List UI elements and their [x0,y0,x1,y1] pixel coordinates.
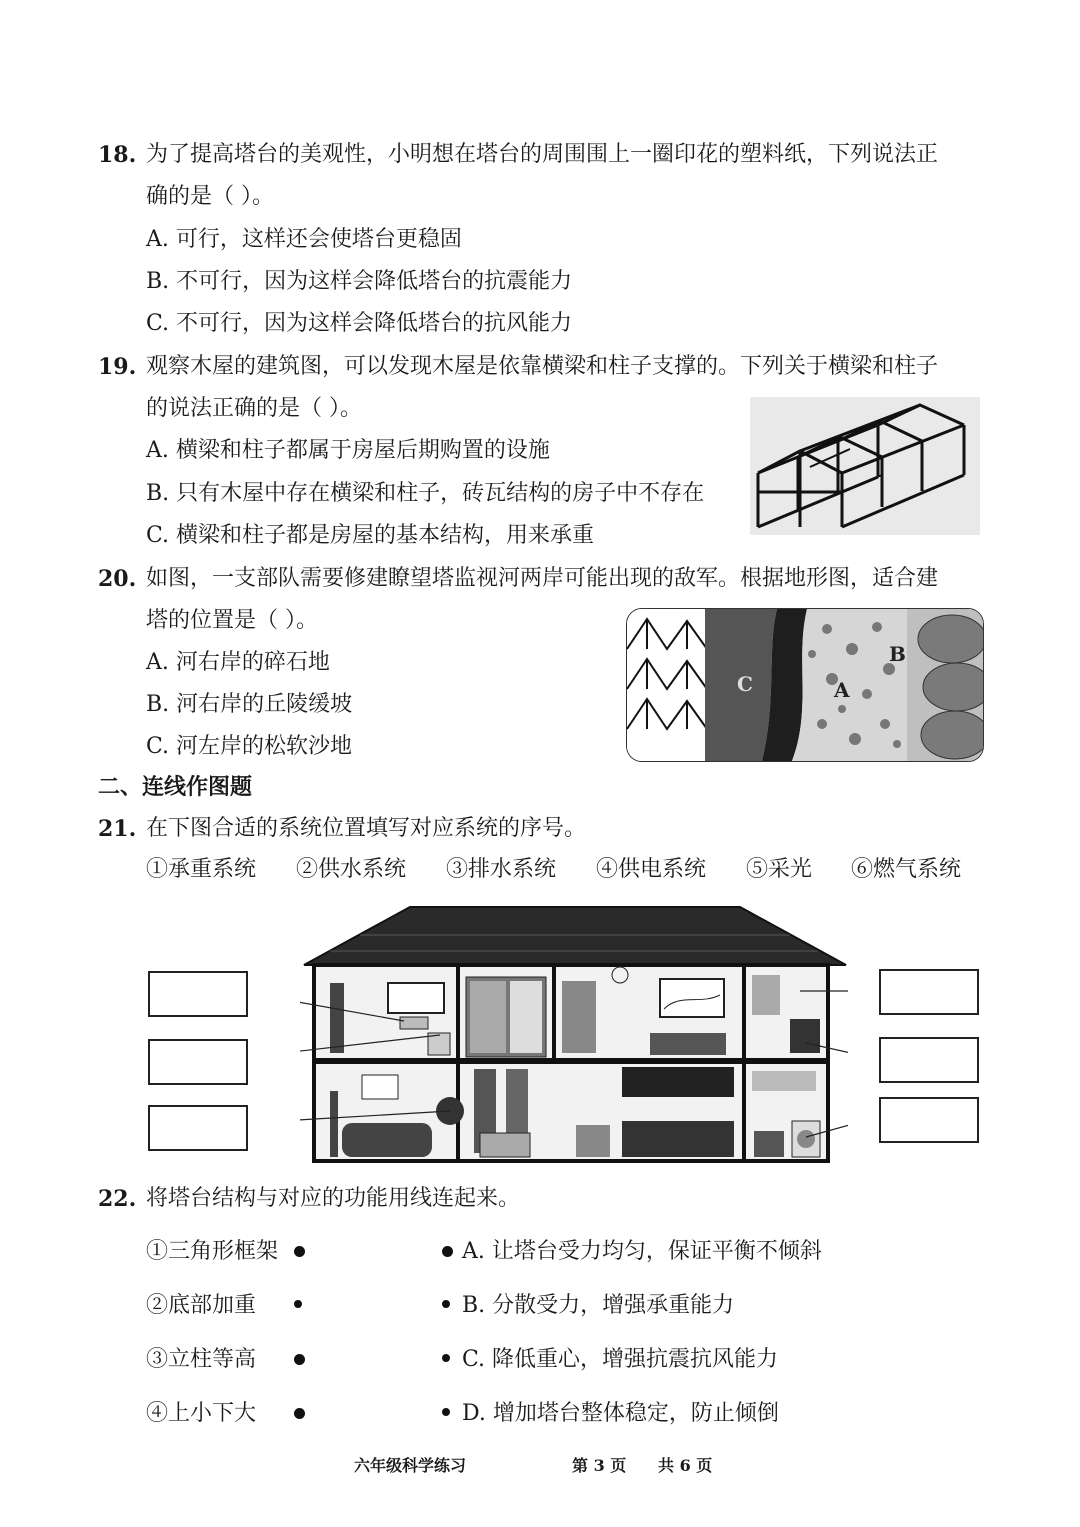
q19-stem-line2: 的说法正确的是（ ）。 [146,396,362,421]
q21-system-4: ④供电系统 [596,857,707,882]
answer-box-left-3[interactable] [148,1105,248,1151]
house-cutaway-drawing [300,905,848,1163]
q22-right-d: D. 增加塔台整体稳定，防止倾倒 [462,1401,779,1426]
q22-right-c: C. 降低重心，增强抗震抗风能力 [462,1347,779,1372]
q22-left-dot-2[interactable] [294,1300,302,1308]
terrain-map-figure [626,608,984,762]
q20-option-a: A. 河右岸的碎石地 [146,650,330,675]
q18-stem-line1: 为了提高塔台的美观性，小明想在塔台的周围围上一圈印花的塑料纸，下列说法正 [146,142,939,167]
footer-page: 第 3 页 [572,1456,627,1475]
q21-system-1: ①承重系统 [146,857,257,882]
q22-right-dot-c[interactable] [442,1354,450,1362]
q22-right-b: B. 分散受力，增强承重能力 [462,1293,735,1318]
q20-option-b: B. 河右岸的丘陵缓坡 [146,692,353,717]
house-cutaway-figure [300,905,848,1163]
wooden-house-frame-figure [750,397,980,535]
q21-system-2: ②供水系统 [296,857,407,882]
q22-left-dot-1[interactable] [294,1246,305,1257]
q20-option-c: C. 河左岸的松软沙地 [146,734,353,759]
footer-subject: 六年级科学练习 [354,1456,467,1475]
q22-left-4: ④上小下大 [146,1401,257,1426]
q20-stem-line1: 如图，一支部队需要修建瞭望塔监视河两岸可能出现的敌军。根据地形图，适合建 [146,566,939,591]
section-2-title: 二、连线作图题 [98,774,253,800]
answer-box-right-2[interactable] [879,1037,979,1083]
q21-system-3: ③排水系统 [446,857,557,882]
q21-stem: 在下图合适的系统位置填写对应系统的序号。 [146,816,587,841]
answer-box-right-1[interactable] [879,969,979,1015]
q20-number: 20. [98,566,137,592]
answer-box-left-1[interactable] [148,971,248,1017]
q22-right-dot-a[interactable] [442,1246,453,1257]
house-frame-drawing [750,397,980,535]
q22-right-a: A. 让塔台受力均匀，保证平衡不倾斜 [462,1239,822,1264]
q19-option-b: B. 只有木屋中存在横梁和柱子，砖瓦结构的房子中不存在 [146,481,705,506]
q18-option-b: B. 不可行，因为这样会降低塔台的抗震能力 [146,269,573,294]
q22-left-dot-3[interactable] [294,1354,305,1365]
q22-right-dot-d[interactable] [442,1408,450,1416]
map-label-c: C [737,672,753,696]
q21-system-5: ⑤采光 [746,857,813,882]
q21-number: 21. [98,816,137,842]
terrain-map-drawing [627,609,983,761]
q20-stem-line2: 塔的位置是（ ）。 [146,608,318,633]
q18-option-c: C. 不可行，因为这样会降低塔台的抗风能力 [146,311,573,336]
answer-box-left-2[interactable] [148,1039,248,1085]
q18-number: 18. [98,142,137,168]
q22-left-1: ①三角形框架 [146,1239,279,1264]
q22-stem: 将塔台结构与对应的功能用线连起来。 [146,1186,521,1211]
map-label-b: B [889,642,906,666]
q21-system-6: ⑥燃气系统 [851,857,962,882]
q22-number: 22. [98,1186,137,1212]
map-label-a: A [834,678,850,702]
footer-total: 共 6 页 [658,1456,713,1475]
answer-box-right-3[interactable] [879,1097,979,1143]
q19-stem-line1: 观察木屋的建筑图，可以发现木屋是依靠横梁和柱子支撑的。下列关于横梁和柱子 [146,354,939,379]
q19-option-c: C. 横梁和柱子都是房屋的基本结构，用来承重 [146,523,595,548]
q22-left-dot-4[interactable] [294,1408,305,1419]
q22-left-3: ③立柱等高 [146,1347,257,1372]
q22-left-2: ②底部加重 [146,1293,257,1318]
q19-number: 19. [98,354,137,380]
q18-option-a: A. 可行，这样还会使塔台更稳固 [146,227,462,252]
q22-right-dot-b[interactable] [442,1300,450,1308]
q18-stem-line2: 确的是（ ）。 [146,184,274,209]
q19-option-a: A. 横梁和柱子都属于房屋后期购置的设施 [146,438,550,463]
